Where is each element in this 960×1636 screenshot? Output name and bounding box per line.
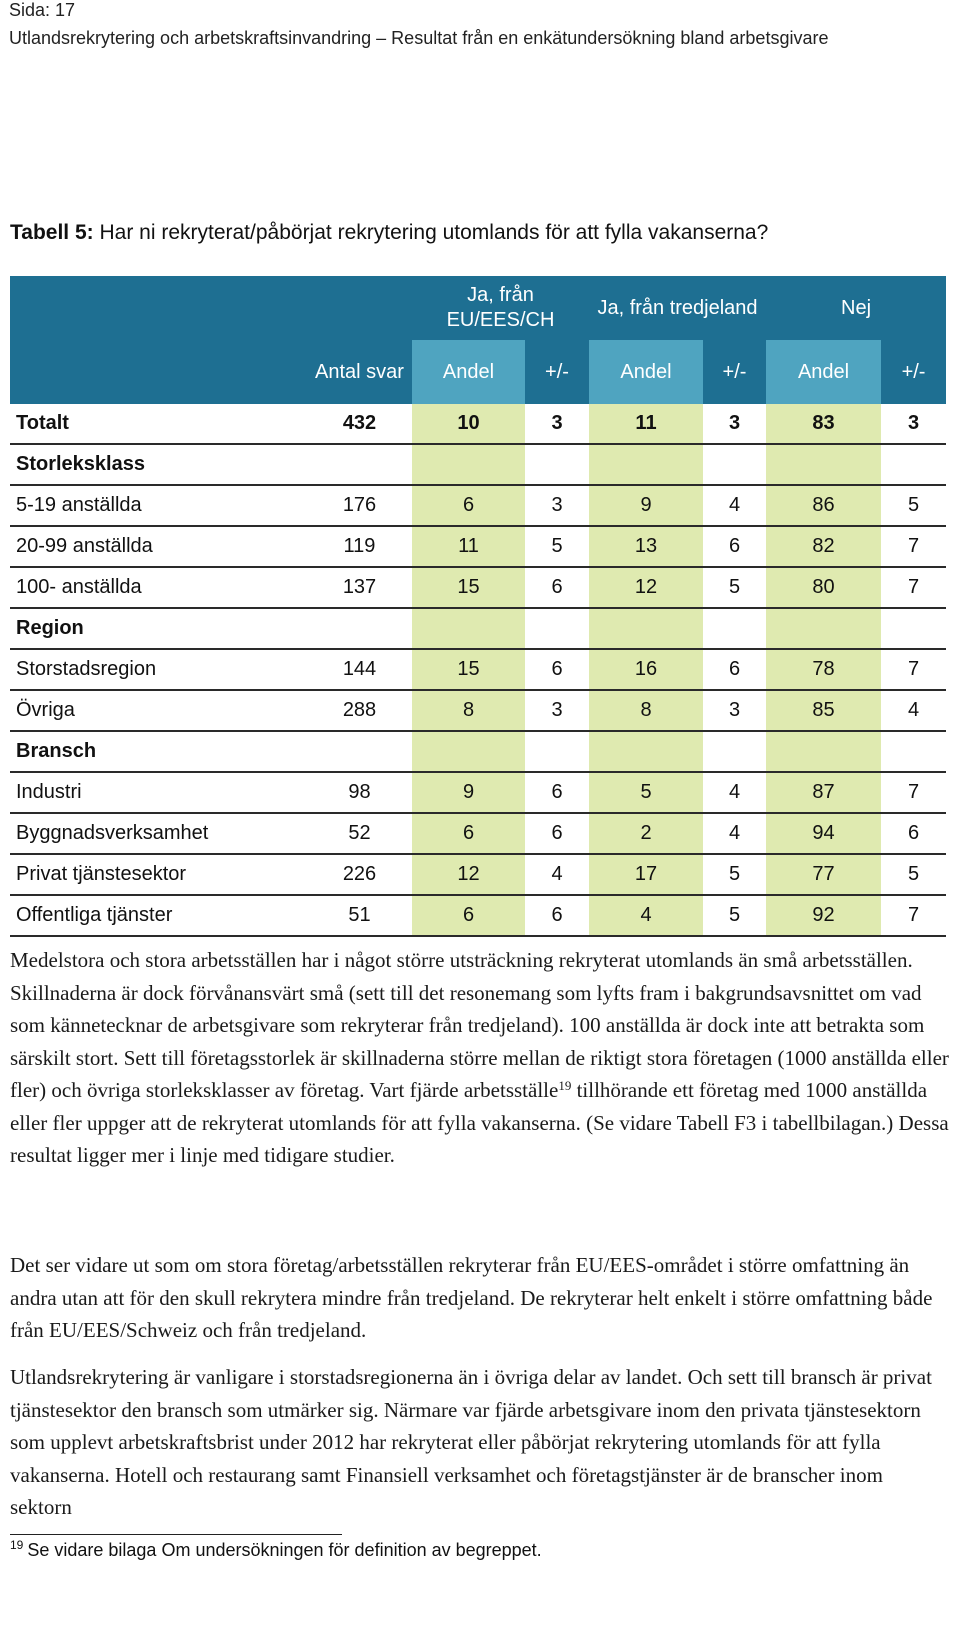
paragraph-1-part-a: Medelstora och stora arbetsställen har i något större utsträckning rekryterat utomlands än små arbetsställen. Skillnaderna är dock förvånansvärt små (sett till det resonemang som lyfts fram i bakgrundsavsnittet om vad som kännetecknar de arbetsgivare som rekryterar från tredjeland). 100 anställda är dock inte att betrakta som särskilt stort. Sett till företagsstorlek är skillnaderna större mellan de riktigt stora företagen (1000 anställda eller fler) och övriga storleksklasser av företag. Vart fjärde arbetsställe [10, 948, 949, 1102]
table-row [10, 649, 946, 690]
cell-andel-tredjeland [589, 608, 703, 649]
cell-pm-nej: 7 [881, 567, 946, 608]
cell-andel-nej: 83 [766, 404, 881, 444]
header-pm-tredjeland: +/- [703, 340, 766, 404]
table-row [10, 526, 946, 567]
page-number: Sida: 17 [9, 0, 76, 20]
footnote-text: Se vidare bilaga Om undersökningen för definition av begreppet. [27, 1540, 542, 1560]
cell-antal-svar [307, 731, 412, 772]
cell-pm-tredjeland: 5 [703, 567, 766, 608]
row-label: Storleksklass [10, 444, 307, 485]
cell-pm-nej [881, 444, 946, 485]
paragraph-2: Det ser vidare ut som om stora företag/arbetsställen rekryterar från EU/EES-området i större omfattning än andra utan att för den skull rekrytera mindre från tredjeland. De rekryterar helt enkelt i större omfattning både från EU/EES/Schweiz och från tredjeland. [10, 1253, 933, 1342]
table-row [10, 690, 946, 731]
header-empty-cell [10, 276, 307, 340]
cell-andel-tredjeland: 8 [589, 690, 703, 731]
row-label: Totalt [10, 404, 307, 444]
cell-andel-nej: 87 [766, 772, 881, 813]
header-antal-svar: Antal svar [307, 340, 412, 404]
cell-pm-eu: 4 [525, 854, 589, 895]
cell-pm-nej: 6 [881, 813, 946, 854]
cell-pm-tredjeland: 5 [703, 854, 766, 895]
cell-andel-nej: 82 [766, 526, 881, 567]
cell-pm-eu [525, 444, 589, 485]
cell-andel-eu [412, 444, 525, 485]
cell-antal-svar: 144 [307, 649, 412, 690]
cell-andel-eu: 6 [412, 485, 525, 526]
row-label: Bransch [10, 731, 307, 772]
cell-andel-nej: 77 [766, 854, 881, 895]
cell-andel-tredjeland: 13 [589, 526, 703, 567]
cell-antal-svar [307, 608, 412, 649]
cell-pm-nej: 4 [881, 690, 946, 731]
cell-pm-eu [525, 608, 589, 649]
cell-pm-eu [525, 731, 589, 772]
cell-pm-eu: 6 [525, 567, 589, 608]
cell-pm-nej: 7 [881, 772, 946, 813]
cell-andel-eu: 12 [412, 854, 525, 895]
table-caption-text: Har ni rekryterat/påbörjat rekrytering utomlands för att fylla vakanserna? [93, 221, 769, 244]
cell-antal-svar: 119 [307, 526, 412, 567]
running-title: Utlandsrekrytering och arbetskraftsinvandring – Resultat från en enkätundersökning bland arbetsgivare [9, 28, 829, 48]
cell-pm-tredjeland: 6 [703, 526, 766, 567]
table-row [10, 895, 946, 936]
cell-antal-svar: 432 [307, 404, 412, 444]
cell-andel-nej: 94 [766, 813, 881, 854]
table-caption-label: Tabell 5: [10, 221, 94, 244]
cell-andel-eu: 10 [412, 404, 525, 444]
header-group-tredjeland: Ja, från tredjeland [589, 276, 766, 340]
row-label: Byggnadsverksamhet [10, 813, 307, 854]
cell-andel-tredjeland: 4 [589, 895, 703, 936]
cell-antal-svar [307, 444, 412, 485]
table-header-row-groups [10, 276, 946, 340]
cell-pm-nej [881, 608, 946, 649]
cell-pm-tredjeland: 4 [703, 485, 766, 526]
table-group-row [10, 731, 946, 772]
row-label: 5-19 anställda [10, 485, 307, 526]
cell-pm-tredjeland [703, 731, 766, 772]
cell-pm-nej: 5 [881, 485, 946, 526]
cell-pm-tredjeland: 4 [703, 772, 766, 813]
cell-andel-tredjeland: 5 [589, 772, 703, 813]
paragraph-3: Utlandsrekrytering är vanligare i storstadsregionerna än i övriga delar av landet. Och sett till bransch är privat tjänstesektor den bransch som utmärker sig. Närmare var fjärde arbetsgivare inom den privata tjänstesektorn som upplevt arbetskraftsbrist under 2012 har rekryterat eller påbörjat rekrytering utomlands för att fylla vakanserna. Hotell och restaurang samt Finansiell verksamhet och företagstjänster är de branscher inom sektorn [10, 1365, 932, 1519]
cell-pm-nej: 7 [881, 895, 946, 936]
header-andel-nej: Andel [766, 340, 881, 404]
cell-andel-nej: 85 [766, 690, 881, 731]
table-row [10, 854, 946, 895]
table-row [10, 404, 946, 444]
table-row [10, 567, 946, 608]
header-empty-cell [10, 340, 307, 404]
cell-pm-nej: 7 [881, 649, 946, 690]
header-andel-eu: Andel [412, 340, 525, 404]
cell-pm-nej: 5 [881, 854, 946, 895]
cell-andel-nej: 92 [766, 895, 881, 936]
cell-pm-eu: 6 [525, 772, 589, 813]
paragraph-1-part-b: tillhörande ett företag med 1000 anställda eller fler uppger att de rekryterat utomlands för att fylla vakanserna. (Se vidare Tabell F3 i tabellbilagan.) Dessa resultat ligger mer i linje med tidigare studier. [10, 1078, 949, 1167]
row-label: Privat tjänstesektor [10, 854, 307, 895]
table-row [10, 813, 946, 854]
cell-pm-tredjeland: 5 [703, 895, 766, 936]
header-group-eu: Ja, från EU/EES/CH [412, 276, 589, 340]
table-group-row [10, 608, 946, 649]
cell-antal-svar: 98 [307, 772, 412, 813]
cell-pm-eu: 6 [525, 649, 589, 690]
cell-antal-svar: 52 [307, 813, 412, 854]
cell-pm-eu: 6 [525, 895, 589, 936]
footnote-ref: 19 [558, 1078, 572, 1093]
footnote-divider [10, 1534, 342, 1535]
cell-andel-tredjeland [589, 444, 703, 485]
cell-pm-nej: 3 [881, 404, 946, 444]
cell-andel-tredjeland: 17 [589, 854, 703, 895]
cell-pm-tredjeland [703, 444, 766, 485]
cell-antal-svar: 226 [307, 854, 412, 895]
row-label: Region [10, 608, 307, 649]
row-label: Storstadsregion [10, 649, 307, 690]
row-label: 20-99 anställda [10, 526, 307, 567]
cell-pm-eu: 3 [525, 485, 589, 526]
cell-andel-nej [766, 608, 881, 649]
cell-andel-eu: 9 [412, 772, 525, 813]
cell-pm-tredjeland [703, 608, 766, 649]
cell-pm-nej [881, 731, 946, 772]
cell-andel-tredjeland: 11 [589, 404, 703, 444]
cell-pm-eu: 6 [525, 813, 589, 854]
cell-andel-eu: 15 [412, 567, 525, 608]
cell-andel-nej: 80 [766, 567, 881, 608]
cell-andel-tredjeland: 9 [589, 485, 703, 526]
cell-antal-svar: 288 [307, 690, 412, 731]
cell-pm-eu: 3 [525, 404, 589, 444]
results-table [10, 276, 946, 937]
header-empty-cell [307, 276, 412, 340]
footnote [10, 1540, 542, 1561]
cell-andel-eu: 11 [412, 526, 525, 567]
cell-andel-nej: 78 [766, 649, 881, 690]
cell-antal-svar: 176 [307, 485, 412, 526]
table-row [10, 772, 946, 813]
cell-andel-tredjeland: 12 [589, 567, 703, 608]
table-group-row [10, 444, 946, 485]
cell-pm-tredjeland: 4 [703, 813, 766, 854]
row-label: Offentliga tjänster [10, 895, 307, 936]
row-label: Övriga [10, 690, 307, 731]
paragraph-1 [10, 944, 950, 1172]
table-header-row-sub [10, 340, 946, 404]
cell-andel-eu [412, 731, 525, 772]
cell-pm-tredjeland: 6 [703, 649, 766, 690]
cell-pm-tredjeland: 3 [703, 404, 766, 444]
cell-andel-tredjeland: 16 [589, 649, 703, 690]
cell-andel-eu [412, 608, 525, 649]
cell-pm-eu: 3 [525, 690, 589, 731]
cell-antal-svar: 137 [307, 567, 412, 608]
cell-antal-svar: 51 [307, 895, 412, 936]
header-group-nej: Nej [766, 276, 946, 340]
cell-andel-eu: 6 [412, 813, 525, 854]
cell-pm-nej: 7 [881, 526, 946, 567]
cell-andel-tredjeland: 2 [589, 813, 703, 854]
header-andel-tredjeland: Andel [589, 340, 703, 404]
row-label: Industri [10, 772, 307, 813]
cell-andel-eu: 8 [412, 690, 525, 731]
footnote-number: 19 [10, 1538, 24, 1552]
cell-pm-eu: 5 [525, 526, 589, 567]
table-row [10, 485, 946, 526]
cell-andel-eu: 6 [412, 895, 525, 936]
header-pm-eu: +/- [525, 340, 589, 404]
cell-andel-nej: 86 [766, 485, 881, 526]
cell-andel-tredjeland [589, 731, 703, 772]
header-pm-nej: +/- [881, 340, 946, 404]
cell-andel-nej [766, 731, 881, 772]
row-label: 100- anställda [10, 567, 307, 608]
cell-pm-tredjeland: 3 [703, 690, 766, 731]
table-caption [10, 221, 768, 245]
cell-andel-nej [766, 444, 881, 485]
cell-andel-eu: 15 [412, 649, 525, 690]
